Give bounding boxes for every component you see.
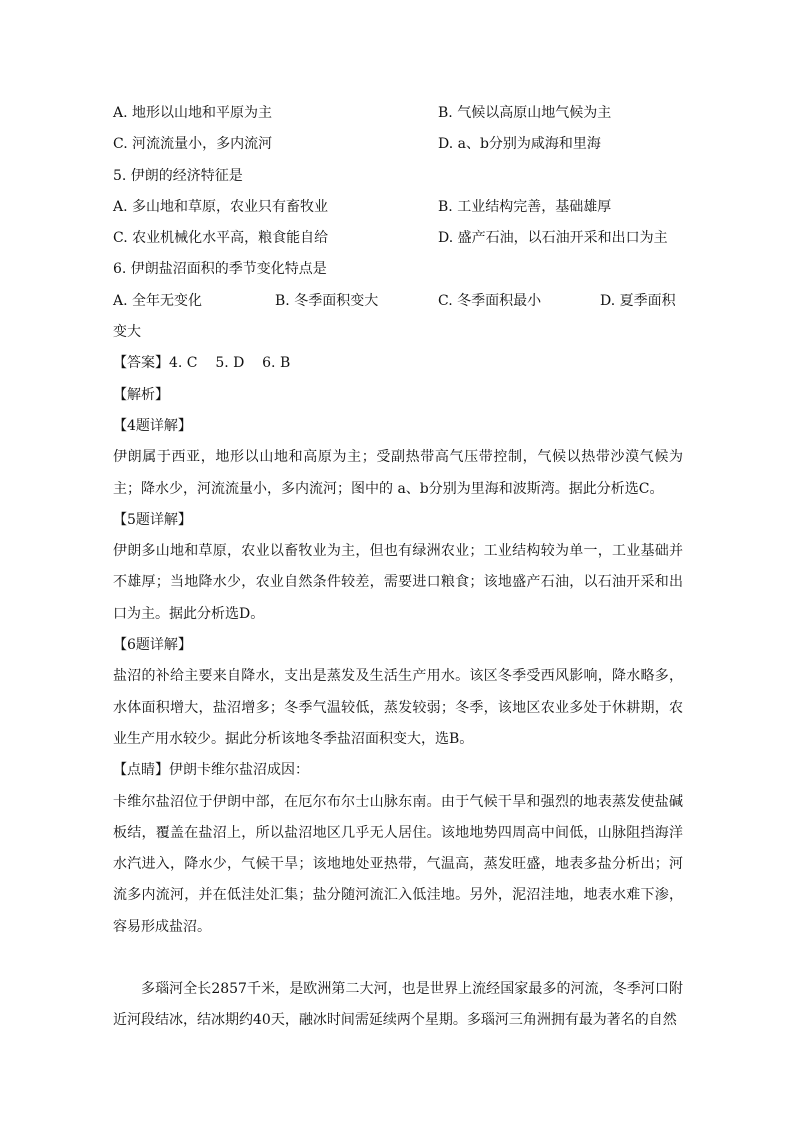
q6-option-a: A. 全年无变化 bbox=[113, 292, 203, 309]
section-gap bbox=[113, 943, 683, 974]
tip-text: 卡维尔盐沼位于伊朗中部，在厄尔布尔士山脉东南。由于气候干旱和强烈的地表蒸发使盐碱板结，覆盖在盐沼上，所以盐沼地区几乎无人居住。该地地势四周高中间低，山脉阻挡海洋水汽进入，降水少，气候干旱；该地地处亚热带，气温高，蒸发旺盛，地表多盐分析出；河流多内流河，并在低洼处汇集；盐分随河流汇入低洼地。另外，泥沼洼地，地表水难下渗，容易形成盐沼。 bbox=[113, 793, 683, 935]
q4-option-b: B. 气候以高原山地气候为主 bbox=[438, 105, 612, 121]
q5-options-row-2 bbox=[113, 223, 683, 254]
q5-option-c: C. 农业机械化水平高，粮食能自给 bbox=[113, 230, 329, 247]
q5-detail-text: 伊朗多山地和草原，农业以畜牧业为主，但也有绿洲农业；工业结构较为单一，工业基础并不雄厚；当地降水少，农业自然条件较差，需要进口粮食；该地盛产石油，以石油开采和出口为主。据此分析选D。 bbox=[113, 543, 683, 622]
q6-option-d-continued: 变大 bbox=[113, 324, 141, 341]
q5-option-d: D. 盛产石油，以石油开采和出口为主 bbox=[438, 230, 668, 247]
q5-detail-label: 【5题详解】 bbox=[113, 511, 192, 528]
document-page bbox=[113, 98, 683, 1037]
analysis-label: 【解析】 bbox=[113, 386, 169, 403]
q4-detail-text: 伊朗属于西亚，地形以山地和高原为主；受副热带高气压带控制，气候以热带沙漠气候为主；降水少，河流流量小，多内流河；图中的 a、b分别为里海和波斯湾。据此分析选C。 bbox=[113, 449, 683, 497]
q4-detail-label: 【4题详解】 bbox=[113, 417, 192, 434]
q4-options-row-2 bbox=[113, 129, 683, 160]
q5-option-b: B. 工业结构完善，基础雄厚 bbox=[438, 198, 612, 215]
q6-stem: 6. 伊朗盐沼面积的季节变化特点是 bbox=[113, 261, 327, 278]
q5-options-row-1 bbox=[113, 192, 683, 223]
q6-options-row bbox=[113, 286, 683, 317]
q4-options-row-1 bbox=[113, 98, 683, 129]
q4-option-a: A. 地形以山地和平原为主 bbox=[113, 105, 273, 121]
q4-option-c: C. 河流流量小，多内流河 bbox=[113, 136, 273, 153]
q6-detail-label: 【6题详解】 bbox=[113, 637, 192, 654]
q5-stem: 5. 伊朗的经济特征是 bbox=[113, 167, 243, 184]
q4-option-d: D. a、b分别为咸海和里海 bbox=[438, 136, 601, 153]
q5-option-a: A. 多山地和草原，农业只有畜牧业 bbox=[113, 198, 329, 215]
answer-line: 【答案】4. C 5. D 6. B bbox=[113, 355, 291, 372]
q6-detail-text: 盐沼的补给主要来自降水，支出是蒸发及生活生产用水。该区冬季受西风影响，降水略多，水体面积增大，盐沼增多；冬季气温较低，蒸发较弱；冬季，该地区农业多处于休耕期，农业生产用水较少。据此分析该地冬季盐沼面积变大，选B。 bbox=[113, 668, 683, 747]
q6-option-c: C. 冬季面积最小 bbox=[438, 292, 542, 309]
q6-option-d: D. 夏季面积 bbox=[600, 292, 676, 309]
reading-passage: 多瑙河全长2857千米，是欧洲第二大河，也是世界上流经国家最多的河流，冬季河口附近河段结冰，结冰期约40天，融冰时间需延续两个星期。多瑙河三角洲拥有最为著名的自然 bbox=[113, 981, 683, 1029]
tip-label: 【点睛】伊朗卡维尔盐沼成因： bbox=[113, 762, 309, 779]
q6-option-b: B. 冬季面积变大 bbox=[275, 292, 379, 309]
